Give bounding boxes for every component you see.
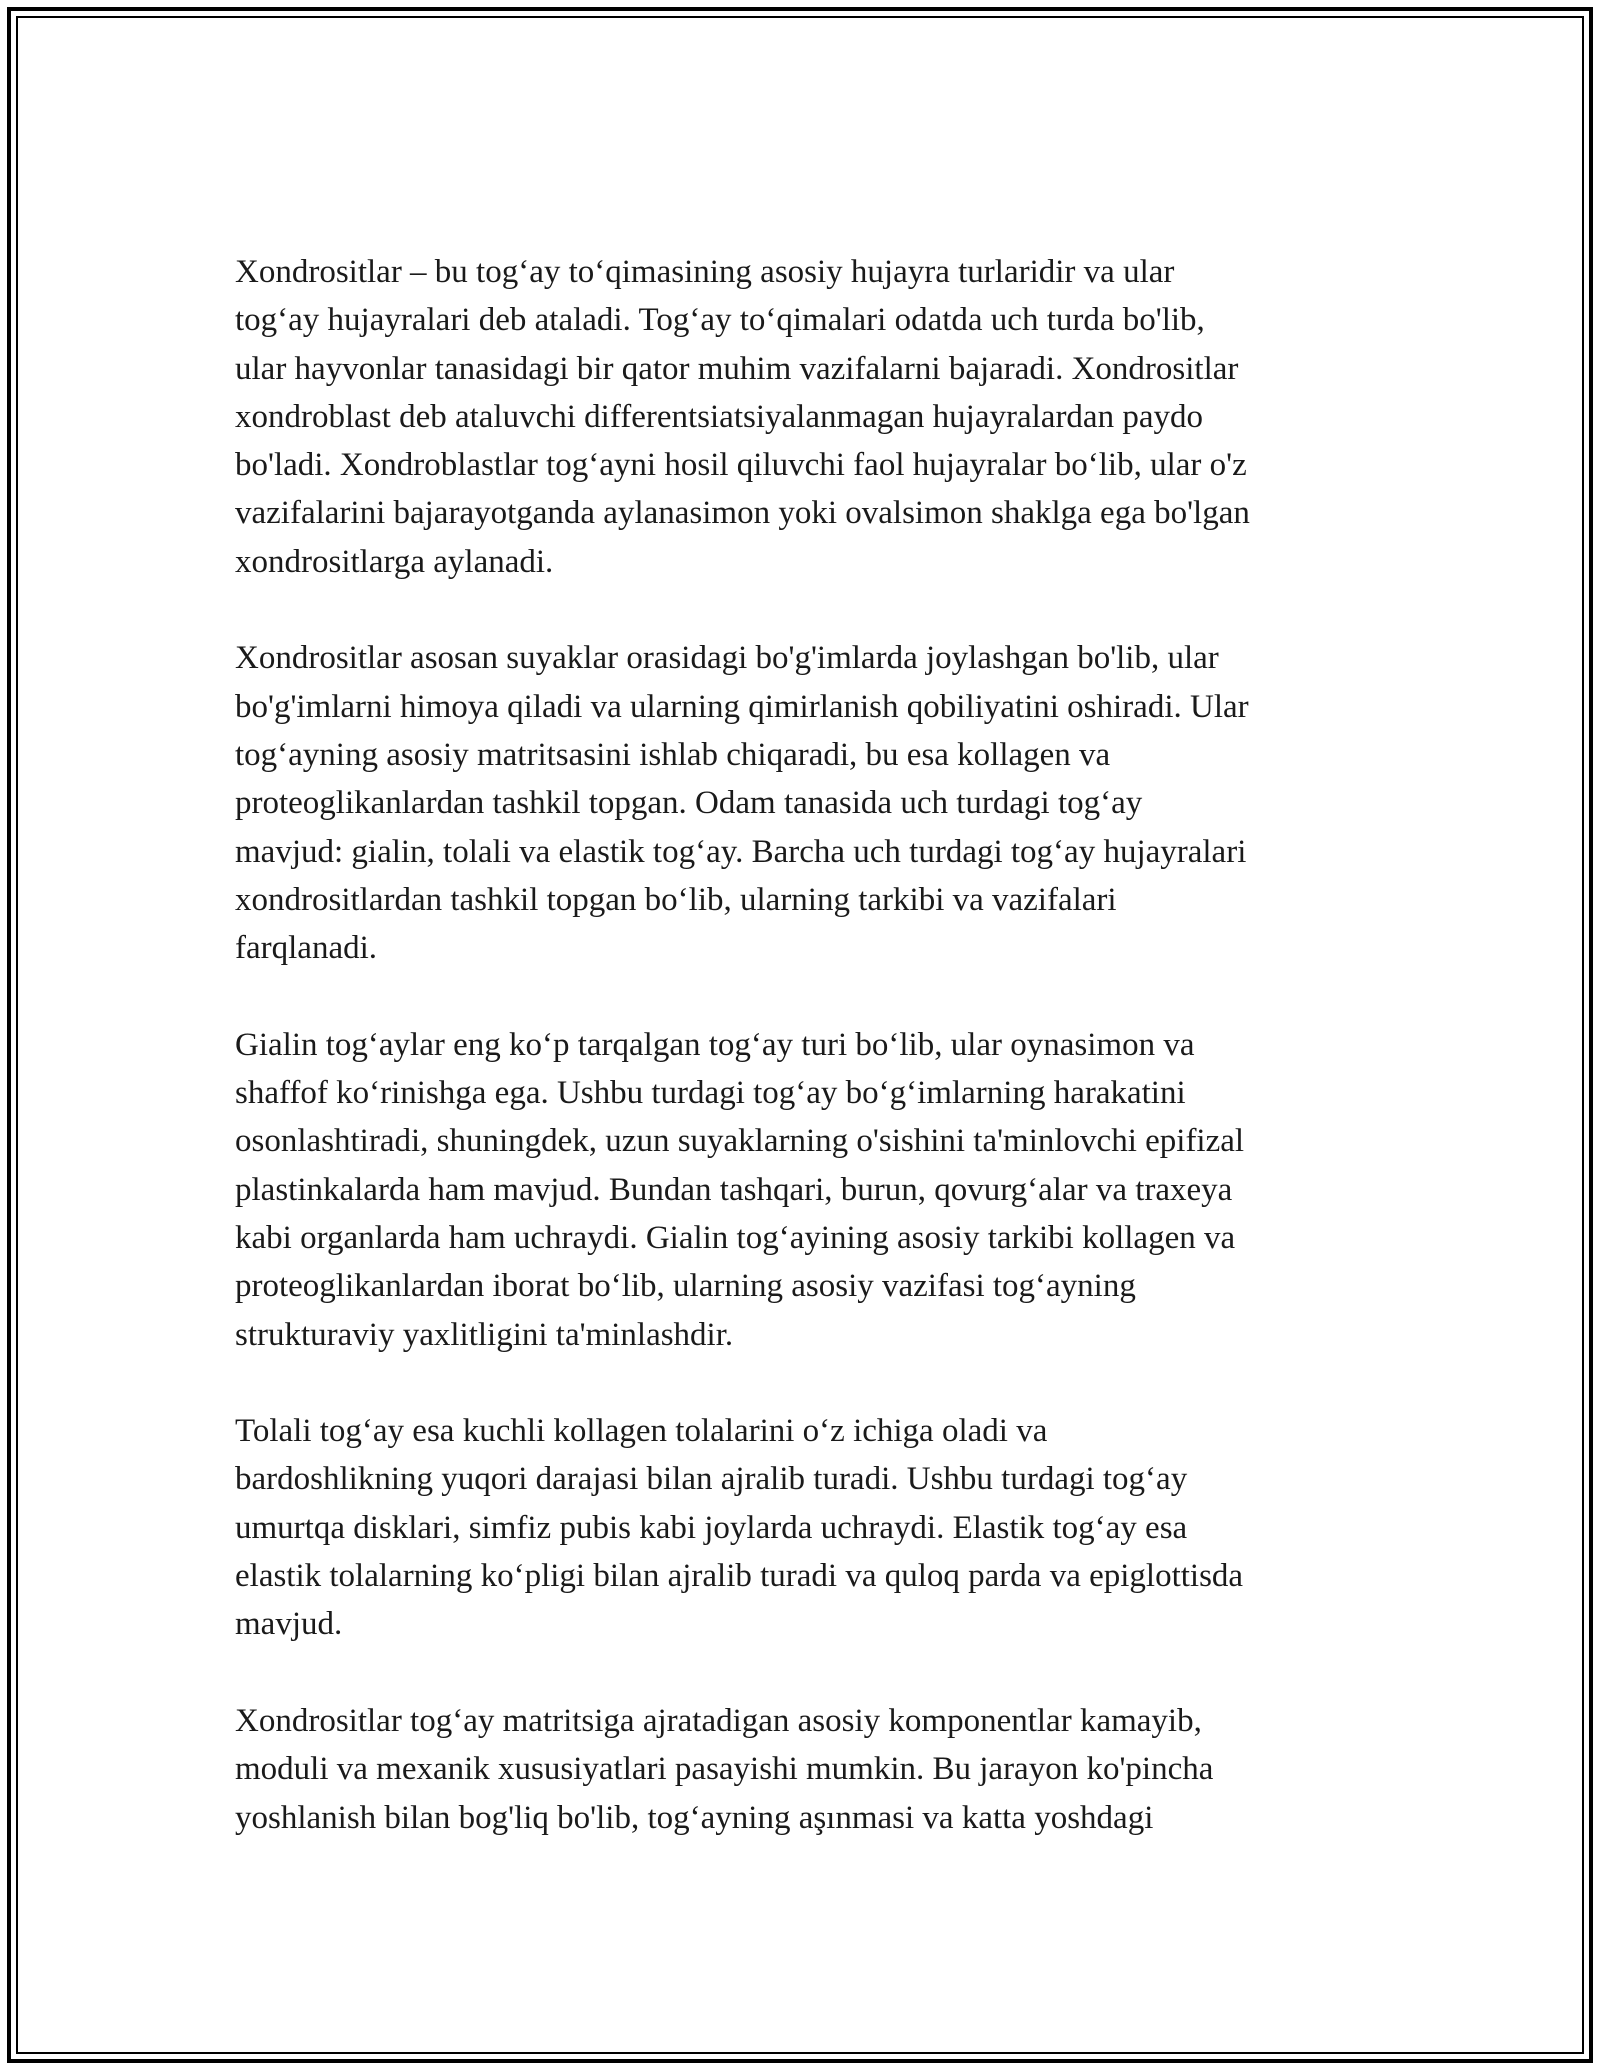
text-line: xondrositlarga aylanadi. bbox=[235, 543, 554, 580]
text-line: Xondrositlar tog‘ay matritsiga ajratadigan asosiy komponentlar kamayib, bbox=[235, 1702, 1202, 1739]
text-line: proteoglikanlardan iborat bo‘lib, ularning asosiy vazifasi tog‘ayning bbox=[235, 1268, 1136, 1305]
paragraph-2 bbox=[235, 634, 1375, 972]
text-line: strukturaviy yaxlitligini ta'minlashdir. bbox=[235, 1316, 734, 1353]
text-line: bo'g'imlarni himoya qiladi va ularning qimirlanish qobiliyatini oshiradi. Ular bbox=[235, 688, 1249, 725]
text-line: bo'ladi. Xondroblastlar tog‘ayni hosil qiluvchi faol hujayralar bo‘lib, ular o'z bbox=[235, 447, 1247, 484]
paragraph-3 bbox=[235, 1021, 1375, 1359]
text-line: elastik tolalarning ko‘pligi bilan ajralib turadi va quloq parda va epiglottisda bbox=[235, 1558, 1244, 1595]
text-line: proteoglikanlardan tashkil topgan. Odam tanasida uch turdagi tog‘ay bbox=[235, 785, 1143, 822]
paragraph-1 bbox=[235, 248, 1375, 586]
text-line: mavjud. bbox=[235, 1606, 343, 1643]
text-line: yoshlanish bilan bog'liq bo'lib, tog‘ayning aşınmasi va katta yoshdagi bbox=[235, 1799, 1154, 1836]
text-line: osonlashtiradi, shuningdek, uzun suyaklarning o'sishini ta'minlovchi epifizal bbox=[235, 1123, 1245, 1160]
text-line: xondrositlardan tashkil topgan bo‘lib, ularning tarkibi va vazifalari bbox=[235, 881, 1117, 918]
text-line: kabi organlarda ham uchraydi. Gialin tog‘ayining asosiy tarkibi kollagen va bbox=[235, 1219, 1236, 1256]
text-line: xondroblast deb ataluvchi differentsiatsiyalanmagan hujayralardan paydo bbox=[235, 398, 1203, 435]
text-line: moduli va mexanik xususiyatlari pasayishi mumkin. Bu jarayon ko'pincha bbox=[235, 1751, 1214, 1788]
paragraph-4 bbox=[235, 1407, 1375, 1648]
text-line: shaffof ko‘rinishga ega. Ushbu turdagi tog‘ay bo‘g‘imlarning harakatini bbox=[235, 1075, 1186, 1112]
text-line: Tolali tog‘ay esa kuchli kollagen tolalarini o‘z ichiga oladi va bbox=[235, 1413, 1048, 1450]
text-line: tog‘ayning asosiy matritsasini ishlab chiqaradi, bu esa kollagen va bbox=[235, 736, 1111, 773]
text-line: Xondrositlar – bu tog‘ay to‘qimasining asosiy hujayra turlaridir va ular bbox=[235, 254, 1175, 290]
paragraph-5 bbox=[235, 1697, 1375, 1842]
text-line: mavjud: gialin, tolali va elastik tog‘ay. Barcha uch turdagi tog‘ay hujayralari bbox=[235, 833, 1247, 870]
text-line: tog‘ay hujayralari deb ataladi. Tog‘ay to‘qimalari odatda uch turda bo'lib, bbox=[235, 302, 1205, 339]
text-line: bardoshlikning yuqori darajasi bilan ajralib turadi. Ushbu turdagi tog‘ay bbox=[235, 1461, 1188, 1498]
text-line: plastinkalarda ham mavjud. Bundan tashqari, burun, qovurg‘alar va traxeya bbox=[235, 1171, 1233, 1208]
text-line: umurtqa disklari, simfiz pubis kabi joylarda uchraydi. Elastik tog‘ay esa bbox=[235, 1509, 1188, 1546]
text-line: Gialin tog‘aylar eng ko‘p tarqalgan tog‘ay turi bo‘lib, ular oynasimon va bbox=[235, 1026, 1195, 1063]
document-body bbox=[235, 248, 1375, 1890]
text-line: Xondrositlar asosan suyaklar orasidagi bo'g'imlarda joylashgan bo'lib, ular bbox=[235, 640, 1219, 677]
text-line: farqlanadi. bbox=[235, 930, 378, 967]
text-line: vazifalarini bajarayotganda aylanasimon yoki ovalsimon shaklga ega bo'lgan bbox=[235, 495, 1250, 532]
text-line: ular hayvonlar tanasidagi bir qator muhim vazifalarni bajaradi. Xondrositlar bbox=[235, 350, 1239, 387]
